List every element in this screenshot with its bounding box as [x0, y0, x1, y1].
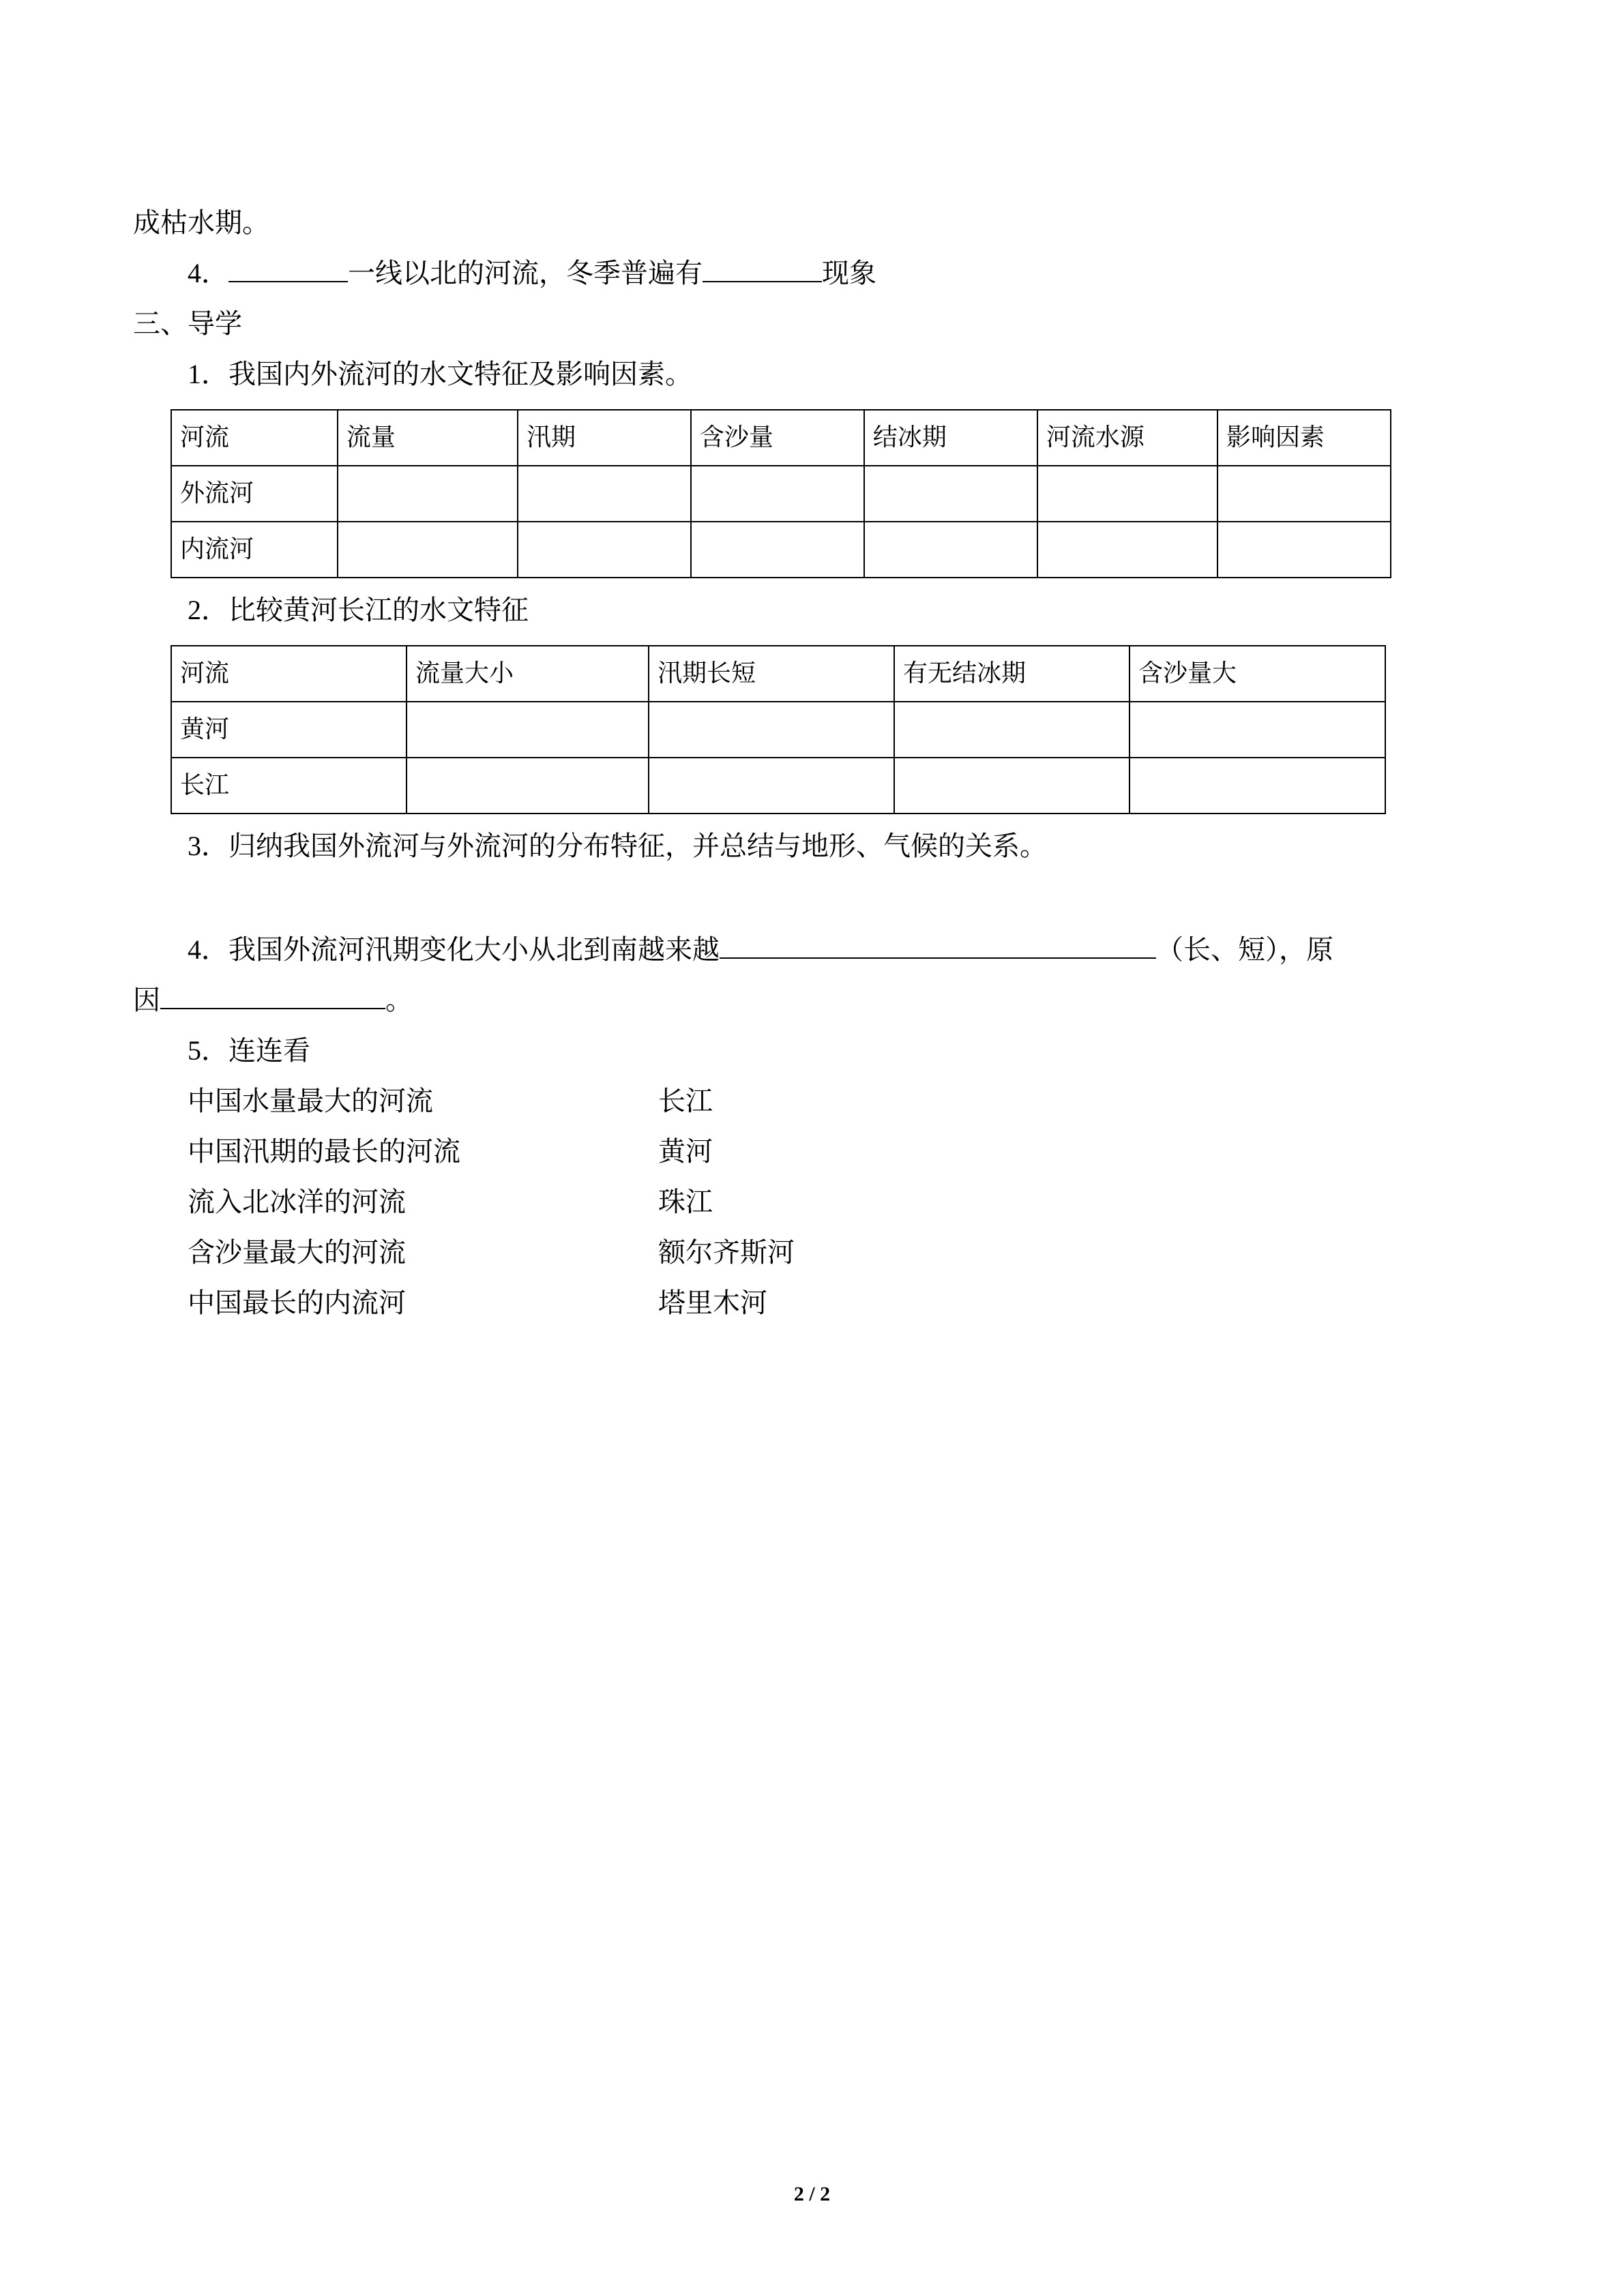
- table-cell[interactable]: [894, 702, 1130, 758]
- question-1: [133, 349, 1481, 400]
- question-3: [133, 821, 1481, 871]
- table-cell[interactable]: [1130, 702, 1385, 758]
- question-2: [133, 585, 1481, 636]
- question-5-number: 5．: [188, 1035, 228, 1066]
- table-row: [171, 646, 1385, 702]
- question-4-top-text-a: 一线以北的河流，冬季普遍有: [348, 258, 703, 288]
- table-header-cell: 含沙量: [691, 410, 864, 466]
- table-header-cell: 有无结冰期: [894, 646, 1130, 702]
- table-header-cell: 河流水源: [1037, 410, 1217, 466]
- question-4-top-text-b: 现象: [822, 258, 876, 288]
- table-cell: 长江: [171, 758, 407, 814]
- fill-blank[interactable]: [703, 281, 822, 282]
- table-cell[interactable]: [649, 702, 894, 758]
- table-cell[interactable]: [864, 522, 1037, 578]
- match-left-label[interactable]: 含沙量最大的河流: [188, 1237, 406, 1268]
- match-left-label[interactable]: 中国汛期的最长的河流: [188, 1136, 460, 1167]
- table-cell: 内流河: [171, 522, 338, 578]
- match-right-label[interactable]: 珠江: [658, 1187, 713, 1217]
- question-5-text: 连连看: [228, 1035, 310, 1066]
- table-header-cell: 流量: [338, 410, 518, 466]
- paragraph-continuation: 成枯水期。: [133, 207, 269, 238]
- match-item: [133, 1127, 1481, 1177]
- question-4-continued: [133, 975, 1481, 1026]
- question-4-text-d: 。: [385, 985, 413, 1015]
- table-header-cell: 影响因素: [1217, 410, 1391, 466]
- table-row: [171, 758, 1385, 814]
- table-hydrology-features: [171, 409, 1391, 578]
- table-cell[interactable]: [1130, 758, 1385, 814]
- table-cell: 黄河: [171, 702, 407, 758]
- question-3-text: 归纳我国外流河与外流河的分布特征，并总结与地形、气候的关系。: [228, 831, 1047, 861]
- table-cell[interactable]: [518, 522, 691, 578]
- match-right-label[interactable]: 长江: [658, 1086, 713, 1116]
- page-number: 2 / 2: [793, 2183, 831, 2205]
- match-right-label[interactable]: 黄河: [658, 1136, 713, 1167]
- question-3-number: 3．: [188, 831, 228, 861]
- table-cell[interactable]: [691, 522, 864, 578]
- table-header-cell: 汛期长短: [649, 646, 894, 702]
- question-4-top: [133, 248, 1481, 299]
- match-left-label[interactable]: 中国水量最大的河流: [188, 1086, 433, 1116]
- table-cell[interactable]: [649, 758, 894, 814]
- table-cell[interactable]: [894, 758, 1130, 814]
- table-header-cell: 汛期: [518, 410, 691, 466]
- question-4-top-number: 4．: [188, 258, 228, 288]
- table-header-cell: 含沙量大: [1130, 646, 1385, 702]
- match-left-label[interactable]: 中国最长的内流河: [188, 1287, 406, 1318]
- table-row: [171, 702, 1385, 758]
- table-cell[interactable]: [1217, 522, 1391, 578]
- question-5: [133, 1026, 1481, 1076]
- table-cell[interactable]: [338, 466, 518, 522]
- question-2-text: 比较黄河长江的水文特征: [228, 595, 529, 625]
- table-cell: 外流河: [171, 466, 338, 522]
- question-1-number: 1．: [188, 359, 228, 389]
- match-item: [133, 1227, 1481, 1278]
- table-cell[interactable]: [1217, 466, 1391, 522]
- question-2-number: 2．: [188, 595, 228, 625]
- question-4-number: 4．: [188, 934, 228, 965]
- match-item: [133, 1177, 1481, 1227]
- question-4-text-c: 因: [133, 985, 160, 1015]
- table-header-cell: 结冰期: [864, 410, 1037, 466]
- fill-blank[interactable]: [228, 281, 348, 282]
- table-row: [171, 410, 1391, 466]
- table-cell[interactable]: [407, 702, 649, 758]
- question-4: [133, 925, 1481, 975]
- question-4-text-a: 我国外流河汛期变化大小从北到南越来越: [228, 934, 720, 965]
- fill-blank[interactable]: [720, 957, 1156, 959]
- table-row: [171, 522, 1391, 578]
- answer-space[interactable]: [133, 871, 1481, 925]
- section-heading: 三、导学: [133, 308, 242, 339]
- question-1-text: 我国内外流河的水文特征及影响因素。: [228, 359, 692, 389]
- table-cell[interactable]: [1037, 466, 1217, 522]
- table-cell[interactable]: [518, 466, 691, 522]
- match-right-label[interactable]: 塔里木河: [658, 1287, 767, 1318]
- table-row: [171, 466, 1391, 522]
- fill-blank[interactable]: [160, 1008, 385, 1009]
- question-4-text-b: （长、短），原: [1156, 934, 1333, 965]
- table-header-cell: 河流: [171, 410, 338, 466]
- table-cell[interactable]: [338, 522, 518, 578]
- match-item: [133, 1076, 1481, 1127]
- match-right-label[interactable]: 额尔齐斯河: [658, 1237, 795, 1268]
- table-cell[interactable]: [407, 758, 649, 814]
- table-header-cell: 河流: [171, 646, 407, 702]
- table-cell[interactable]: [1037, 522, 1217, 578]
- table-header-cell: 流量大小: [407, 646, 649, 702]
- match-left-label[interactable]: 流入北冰洋的河流: [188, 1187, 406, 1217]
- match-item: [133, 1278, 1481, 1328]
- table-cell[interactable]: [691, 466, 864, 522]
- table-cell[interactable]: [864, 466, 1037, 522]
- table-river-comparison: [171, 645, 1386, 814]
